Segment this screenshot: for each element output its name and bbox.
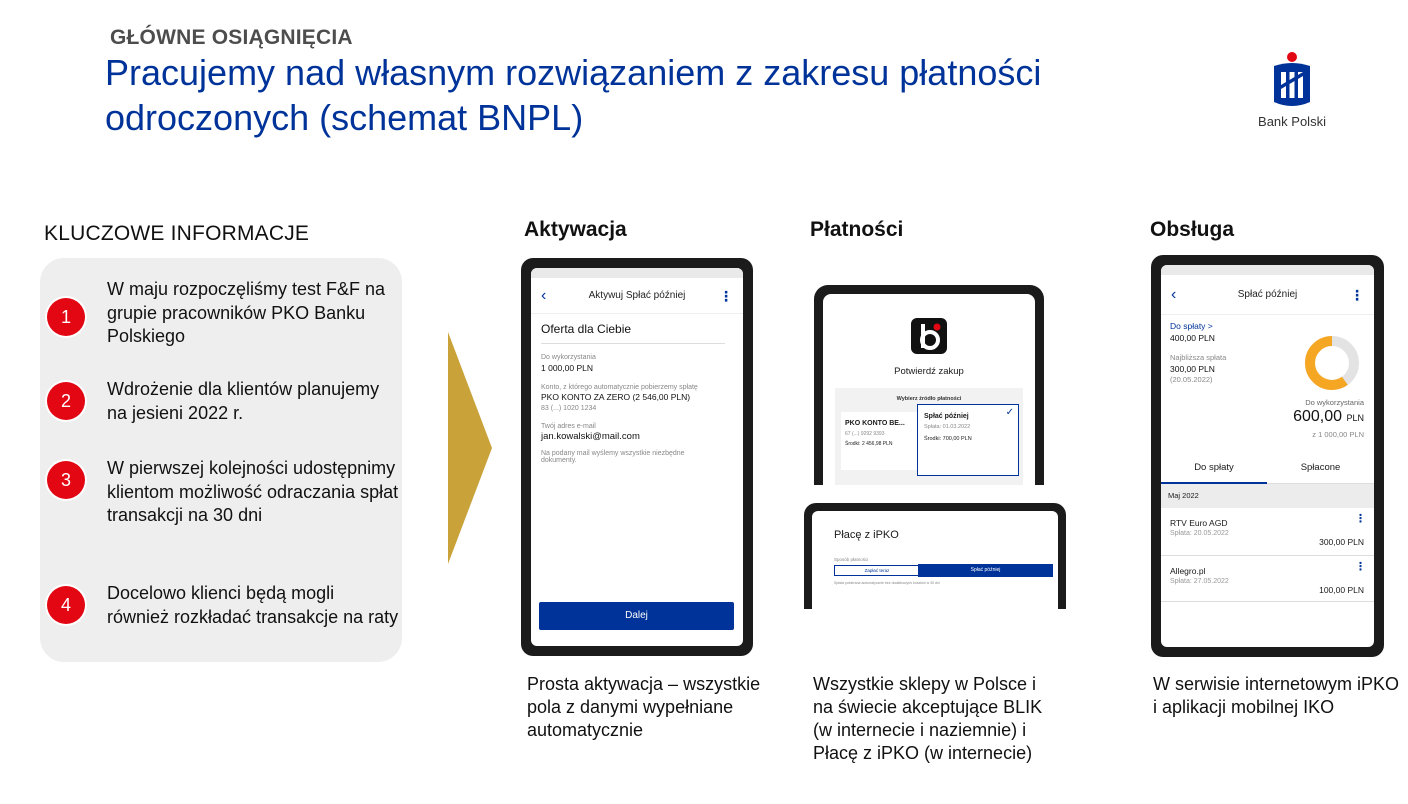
- page-title: Pracujemy nad własnym rozwiązaniem z zakresu płatności odroczonych (schemat BNPL): [105, 52, 1042, 138]
- back-icon[interactable]: ‹: [541, 287, 547, 304]
- tablet-blik: [814, 285, 1044, 485]
- blik-screen: [823, 294, 1035, 485]
- more-icon[interactable]: ⋮: [1355, 513, 1366, 525]
- email-note: Na podany mail wyślemy wszystkie niezbędne dokumenty.: [541, 450, 685, 464]
- due-value: 400,00 PLN: [1170, 333, 1215, 343]
- key-info-title: KLUCZOWE INFORMACJE: [44, 222, 310, 245]
- method-label: Sposób płatności: [834, 557, 869, 562]
- service-nav: [1161, 275, 1374, 315]
- list-item[interactable]: [1161, 556, 1374, 602]
- tab-paid[interactable]: Spłacone: [1300, 462, 1341, 473]
- source-panel: [835, 388, 1023, 485]
- available-label: Do wykorzystania: [1305, 398, 1364, 407]
- number-badge: 1: [47, 298, 85, 336]
- card-account[interactable]: [841, 412, 921, 470]
- key-info-text: Docelowo klienci będą mogli również rozkładać transakcje na raty: [107, 583, 399, 627]
- card-title: Spłać później: [924, 413, 969, 420]
- account-label: Konto, z którego automatycznie pobierzemy spłatę: [541, 384, 698, 391]
- usage-donut: [1304, 335, 1360, 391]
- next-button[interactable]: Dalej: [539, 602, 734, 630]
- number-badge: 2: [47, 382, 85, 420]
- tablet-ipko: [804, 503, 1066, 609]
- service-screen: [1161, 265, 1374, 647]
- check-icon: ✓: [1005, 407, 1014, 418]
- back-icon[interactable]: ‹: [1171, 286, 1177, 303]
- option-pay-now[interactable]: Zapłać teraz: [834, 565, 920, 576]
- option-pay-later[interactable]: Spłać później: [918, 564, 1053, 577]
- pko-logo-icon: [1270, 52, 1314, 110]
- caption-payments: Wszystkie sklepy w Polsce i na świecie akceptujące BLIK (w internecie i naziemnie) i Płacę z iPKO (w internecie): [813, 674, 1043, 763]
- tablet-service: [1151, 255, 1384, 657]
- caption-activation: Prosta aktywacja – wszystkie pola z danymi wypełniane automatycznie: [527, 674, 761, 740]
- available-value: 600,00: [1293, 408, 1343, 425]
- ipko-title: Płacę z iPKO: [834, 529, 899, 541]
- number-badge: 3: [47, 461, 85, 499]
- status-bar: [531, 268, 743, 278]
- heading-payments: Płatności: [810, 218, 904, 241]
- nav-title: Spłać później: [1237, 289, 1298, 300]
- logo: [1252, 52, 1332, 129]
- ipko-screen: [812, 511, 1058, 609]
- item-title: RTV Euro AGD: [1170, 518, 1228, 528]
- nav-title: Aktywuj Spłać później: [588, 290, 686, 301]
- account-value: PKO KONTO ZA ZERO (2 546,00 PLN): [541, 392, 691, 402]
- list-item[interactable]: [1161, 508, 1374, 556]
- key-info-text: W maju rozpoczęliśmy test F&F na grupie pracowników PKO Banku Polskiego: [107, 279, 386, 346]
- due-link[interactable]: Do spłaty >: [1170, 321, 1213, 331]
- activation-screen: [531, 268, 743, 646]
- item-date: Spłata: 20.05.2022: [1170, 530, 1229, 537]
- activation-nav: [531, 278, 743, 314]
- heading-activation: Aktywacja: [524, 218, 627, 241]
- blik-confirm: Potwierdź zakup: [894, 366, 964, 377]
- email-field[interactable]: jan.kowalski@mail.com: [541, 431, 640, 442]
- card-funds: Środki: 700,00 PLN: [924, 436, 972, 442]
- chevron-right-icon: [448, 332, 494, 564]
- item-date: Spłata: 27.05.2022: [1170, 578, 1229, 585]
- key-info-text: Wdrożenie dla klientów planujemy na jesieni 2022 r.: [107, 379, 380, 423]
- next-label: Najbliższa spłata: [1170, 353, 1227, 362]
- card-number: 67 (...) 9292 9393: [845, 431, 885, 437]
- card-date: Spłata: 01.03.2022: [924, 424, 971, 430]
- card-funds: Środki: 2 456,98 PLN: [845, 441, 893, 447]
- logo-text: Bank Polski: [1258, 114, 1326, 129]
- account-number: 83 (...) 1020 1234: [541, 405, 597, 412]
- number-badge: 4: [47, 586, 85, 624]
- ipko-note: Spłata pobierana automatycznie bez dodatkowych kosztów w 30 dni: [834, 581, 940, 585]
- heading-service: Obsługa: [1150, 218, 1235, 241]
- tablet-activation: [521, 258, 753, 656]
- limit-label: Do wykorzystania: [541, 354, 596, 361]
- key-info-panel: [40, 258, 402, 662]
- status-bar: [1161, 265, 1374, 275]
- available-amount: [1293, 408, 1364, 426]
- item-amount: 100,00 PLN: [1319, 585, 1364, 595]
- limit-value: 1 000,00 PLN: [541, 363, 593, 373]
- available-currency: PLN: [1346, 413, 1364, 423]
- item-title: Allegro.pl: [1170, 566, 1206, 576]
- tab-due[interactable]: Do spłaty: [1161, 453, 1267, 484]
- email-label: Twój adres e-mail: [541, 423, 596, 430]
- section-eyebrow: GŁÓWNE OSIĄGNIĘCIA: [110, 26, 353, 49]
- more-icon[interactable]: ⋮: [1350, 287, 1364, 303]
- more-icon[interactable]: ⋮: [719, 288, 733, 304]
- available-of: z 1 000,00 PLN: [1312, 430, 1364, 439]
- caption-service: W serwisie internetowym iPKO i aplikacji mobilnej IKO: [1153, 674, 1400, 717]
- card-title: PKO KONTO BE...: [845, 420, 905, 427]
- card-pay-later[interactable]: [917, 404, 1019, 476]
- tabs: [1161, 453, 1374, 484]
- item-amount: 300,00 PLN: [1319, 537, 1364, 547]
- source-label: Wybierz źródło płatności: [896, 396, 962, 402]
- month-header: Maj 2022: [1161, 484, 1374, 508]
- more-icon[interactable]: ⋮: [1355, 561, 1366, 573]
- next-date: (20.05.2022): [1170, 375, 1213, 384]
- offer-title: Oferta dla Ciebie: [541, 322, 725, 344]
- blik-logo-icon: [911, 318, 947, 354]
- next-value: 300,00 PLN: [1170, 364, 1215, 374]
- key-info-text: W pierwszej kolejności udostępnimy klientom możliwość odraczania spłat transakcji na 30 dni: [107, 458, 399, 525]
